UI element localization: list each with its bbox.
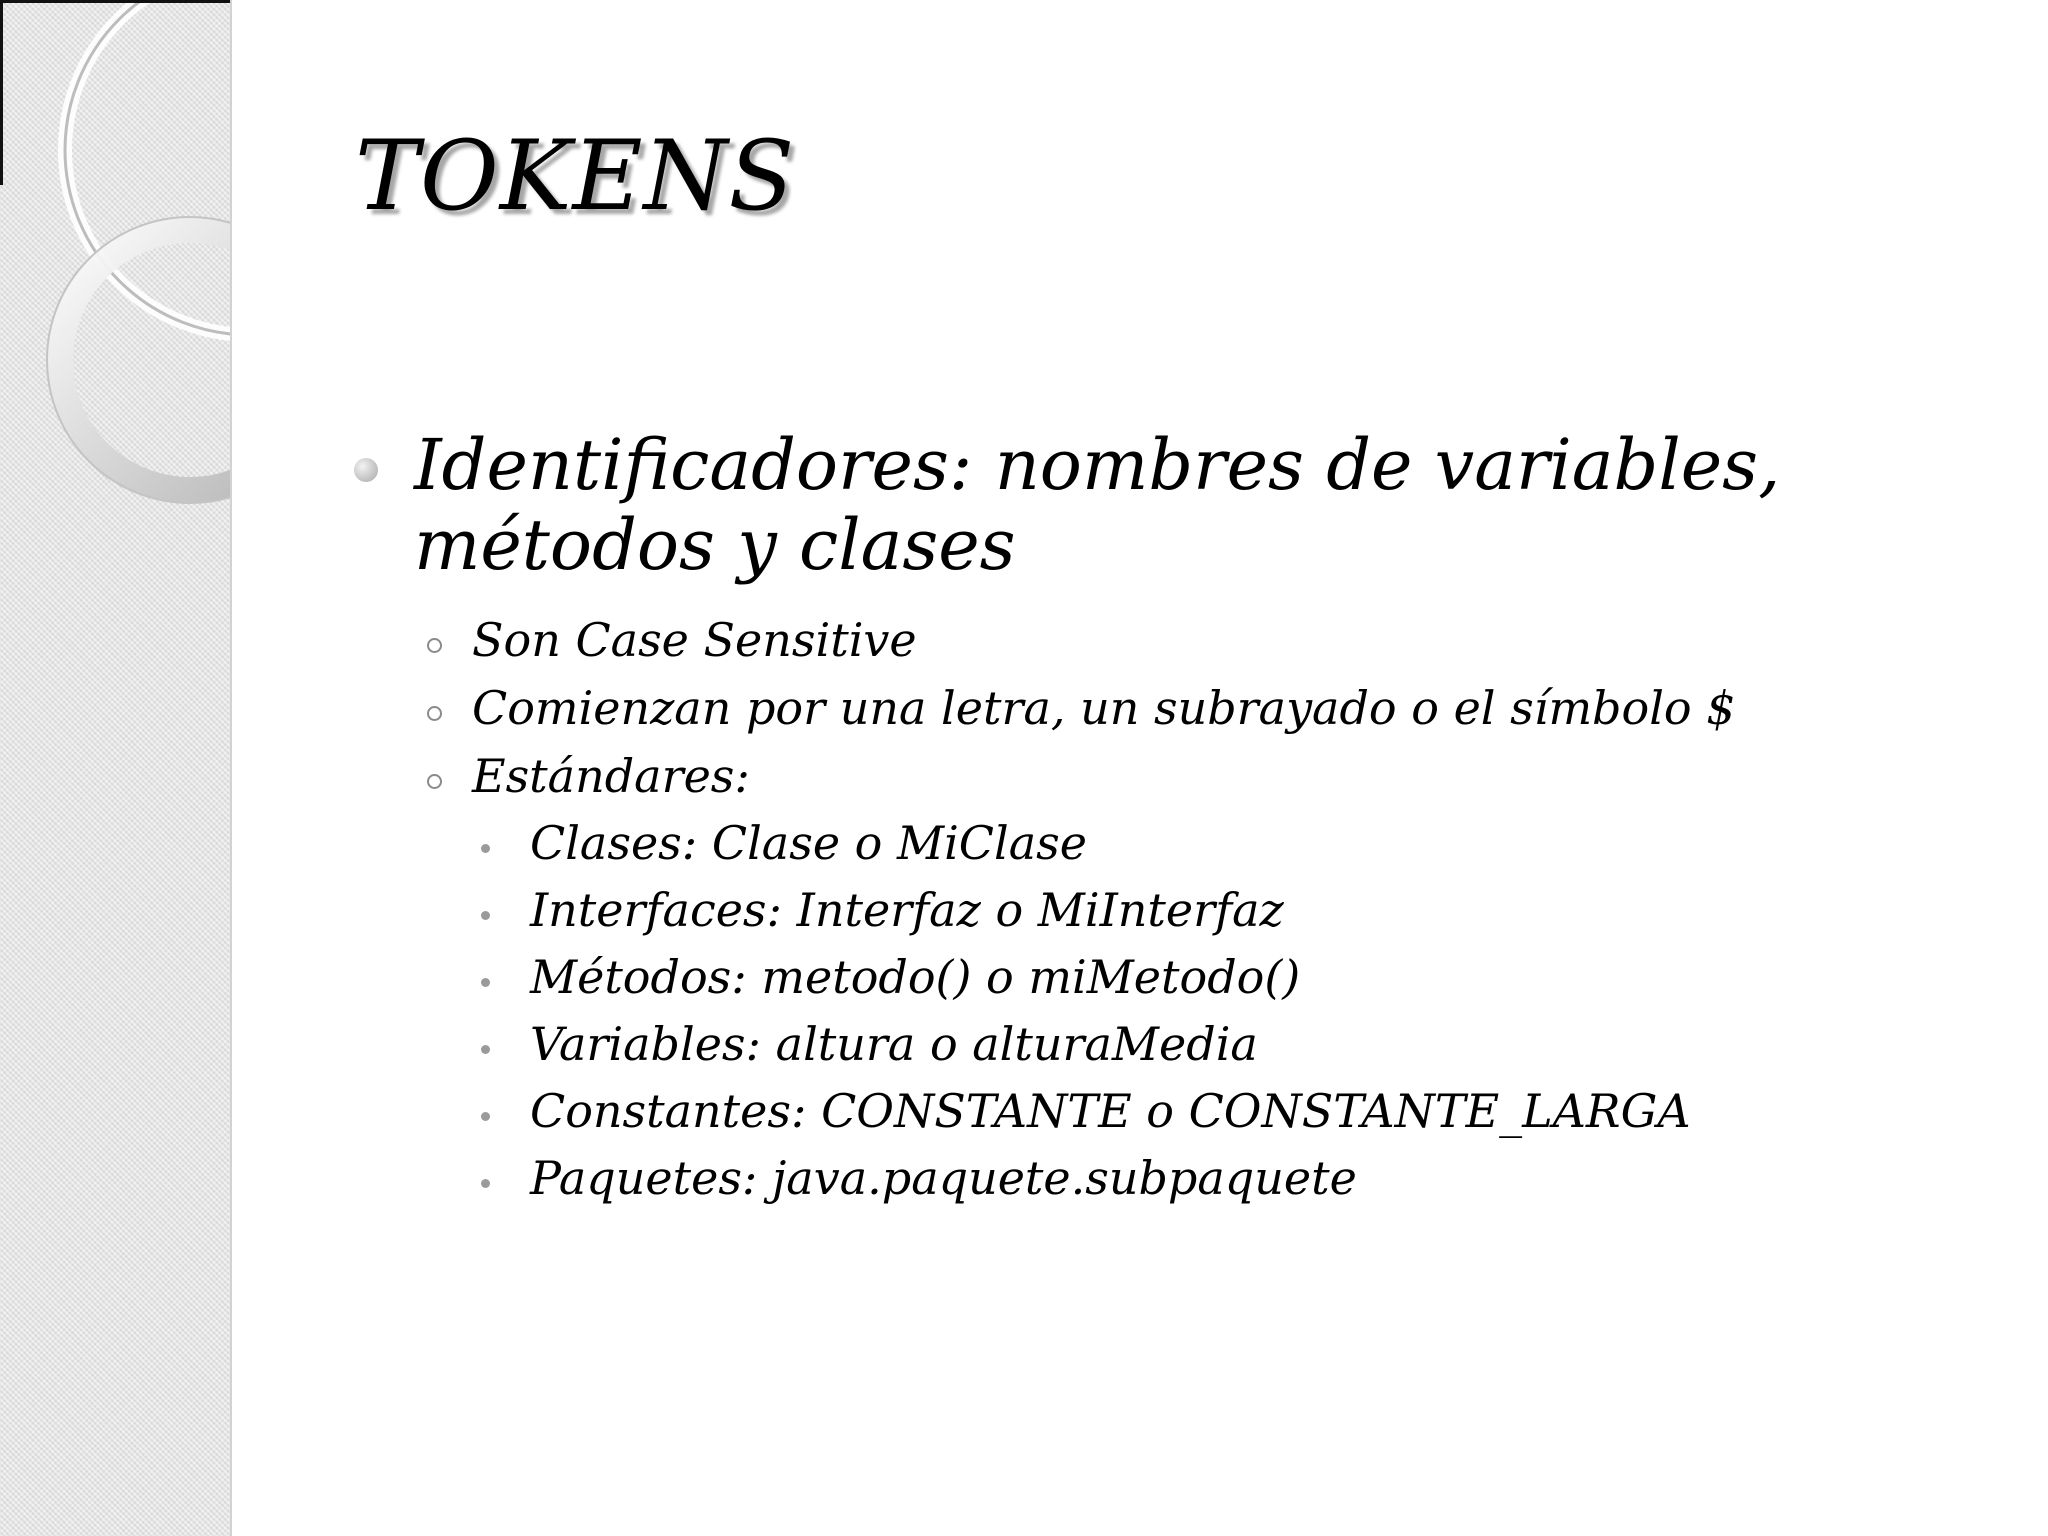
level3-bullet-icon — [481, 911, 490, 920]
top-edge-line — [0, 0, 230, 3]
level3-bullet-icon — [481, 844, 490, 853]
decorative-rings-graphic — [0, 0, 230, 520]
level2-bullet-icon — [427, 638, 442, 653]
slide-title: TOKENS — [355, 120, 796, 232]
sub-bullet-case-sensitive: Son Case Sensitive — [472, 613, 917, 667]
level1-bullet-icon — [354, 458, 378, 482]
standard-packages: Paquetes: java.paquete.subpaquete — [530, 1151, 1357, 1205]
main-bullet-text: Identificadores: nombres de variables, métodos y clases — [414, 424, 1781, 586]
sub-bullet-standards: Estándares: — [472, 749, 750, 803]
sub-bullet-start-chars: Comienzan por una letra, un subrayado o el símbolo $ — [472, 681, 1736, 735]
left-edge-line — [0, 0, 3, 185]
standard-classes: Clases: Clase o MiClase — [530, 816, 1087, 870]
level3-bullet-icon — [481, 1045, 490, 1054]
level3-bullet-icon — [481, 1112, 490, 1121]
level3-bullet-icon — [481, 1179, 490, 1188]
decorative-side-panel — [0, 0, 232, 1536]
standard-constants: Constantes: CONSTANTE o CONSTANTE_LARGA — [530, 1084, 1691, 1138]
standard-variables: Variables: altura o alturaMedia — [530, 1017, 1258, 1071]
level2-bullet-icon — [427, 706, 442, 721]
level2-bullet-icon — [427, 774, 442, 789]
standard-methods: Métodos: metodo() o miMetodo() — [530, 950, 1301, 1004]
standard-interfaces: Interfaces: Interfaz o MiInterfaz — [530, 883, 1284, 937]
level3-bullet-icon — [481, 978, 490, 987]
